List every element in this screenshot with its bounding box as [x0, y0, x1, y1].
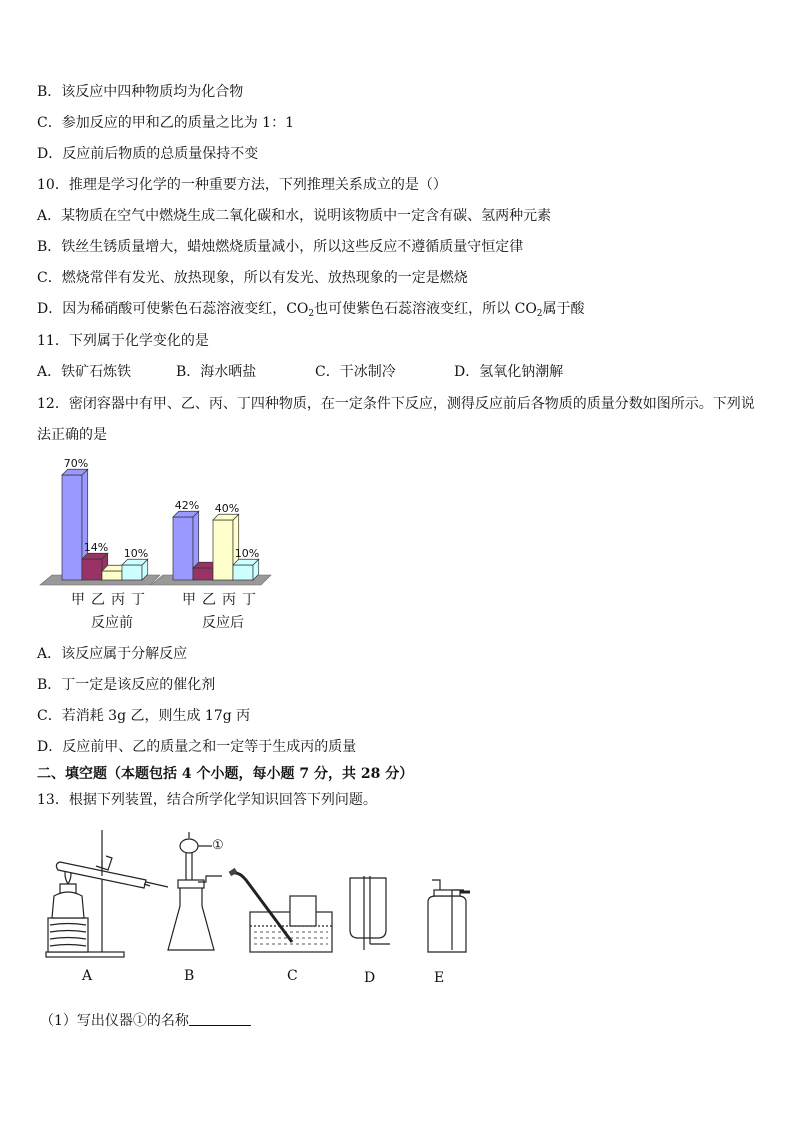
label-apparatus-d: D: [364, 970, 376, 986]
bar-反应后-乙: [193, 568, 213, 580]
label-apparatus-e: E: [434, 970, 445, 986]
category-label: 丁: [242, 592, 256, 608]
label-apparatus-a: A: [82, 968, 93, 984]
answer-blank: [189, 1012, 251, 1026]
mass-fraction-chart: [30, 450, 330, 640]
q12-stem-line1: 12．密闭容器中有甲、乙、丙、丁四种物质，在一定条件下反应，测得反应前后各物质的质量分数如图所示。下列说: [37, 396, 755, 412]
q10-option-d-text1: D．因为稀硝酸可使紫色石蕊溶液变红，CO: [37, 301, 309, 317]
group-label: 反应后: [202, 615, 244, 631]
q10-option-a: A．某物质在空气中燃烧生成二氧化碳和水，说明该物质中一定含有碳、氢两种元素: [37, 208, 552, 224]
category-label: 丙: [222, 592, 236, 608]
q9-option-c: C．参加反应的甲和乙的质量之比为 1：1: [37, 115, 294, 131]
q11-stem: 11．下列属于化学变化的是: [37, 333, 209, 349]
q12-option-a: A．该反应属于分解反应: [37, 646, 188, 662]
bar-反应后-甲: [173, 517, 193, 580]
q12-option-b: B．丁一定是该反应的催化剂: [37, 677, 216, 693]
data-label: 40%: [214, 502, 240, 515]
apparatus-d: [350, 876, 390, 950]
q11-option-b: B．海水晒盐: [176, 364, 257, 380]
q10-option-d-text2: 也可使紫色石蕊溶液变红，所以 CO: [314, 301, 537, 317]
data-label: 42%: [174, 499, 200, 512]
q12-option-c: C．若消耗 3g 乙，则生成 17g 丙: [37, 708, 251, 724]
category-label: 甲: [182, 592, 196, 608]
q10-option-b: B．铁丝生锈质量增大，蜡烛燃烧质量减小，所以这些反应不遵循质量守恒定律: [37, 239, 524, 255]
instrument-marker: ①: [212, 838, 224, 853]
apparatus-c: [230, 870, 332, 952]
q12-option-d: D．反应前甲、乙的质量之和一定等于生成丙的质量: [37, 739, 357, 755]
apparatus-a: [46, 830, 168, 957]
lab-apparatus-figure: [40, 830, 480, 990]
q13-sub-question-1-text: （1）写出仪器①的名称: [40, 1013, 189, 1029]
section-2-heading: 二、填空题（本题包括 4 个小题，每小题 7 分，共 28 分）: [37, 766, 414, 782]
category-label: 乙: [202, 592, 216, 608]
data-label: 10%: [123, 547, 149, 560]
bar-反应前-甲: [62, 475, 82, 580]
category-label: 乙: [91, 592, 105, 608]
label-apparatus-c: C: [287, 968, 298, 984]
label-apparatus-b: B: [184, 968, 195, 984]
bar-反应后-丙: [213, 520, 233, 580]
chart-bars: [40, 469, 271, 585]
group-label: 反应前: [91, 615, 133, 631]
apparatus-e: [428, 880, 470, 952]
q10-option-d-text3: 属于酸: [542, 301, 585, 317]
category-label: 丁: [131, 592, 145, 608]
q11-option-a: A．铁矿石炼铁: [37, 364, 132, 380]
q10-option-d-sub2: 2: [536, 309, 543, 319]
data-label: 14%: [83, 541, 109, 554]
bar-反应前-乙: [82, 559, 102, 580]
q9-option-d: D．反应前后物质的总质量保持不变: [37, 146, 259, 162]
category-label: 丙: [111, 592, 125, 608]
q9-option-b: B．该反应中四种物质均为化合物: [37, 84, 244, 100]
q10-option-d: [37, 300, 585, 323]
bar-反应前-丙: [102, 571, 122, 580]
data-label: 70%: [63, 457, 89, 470]
q13-sub-question-1: [40, 1012, 251, 1030]
q11-option-d: D．氢氧化钠潮解: [454, 364, 564, 380]
q10-option-c: C．燃烧常伴有发光、放热现象，所以有发光、放热现象的一定是燃烧: [37, 270, 468, 286]
bar-反应前-丁: [122, 565, 142, 580]
q12-stem-line2: 法正确的是: [37, 427, 107, 443]
q13-stem: 13．根据下列装置，结合所学化学知识回答下列问题。: [37, 792, 377, 808]
q10-stem: 10．推理是学习化学的一种重要方法，下列推理关系成立的是（）: [37, 177, 447, 193]
data-label: 10%: [234, 547, 260, 560]
q11-option-c: C．干冰制冷: [315, 364, 396, 380]
category-label: 甲: [71, 592, 85, 608]
q10-option-d-sub1: 2: [308, 309, 315, 319]
bar-反应后-丁: [233, 565, 253, 580]
